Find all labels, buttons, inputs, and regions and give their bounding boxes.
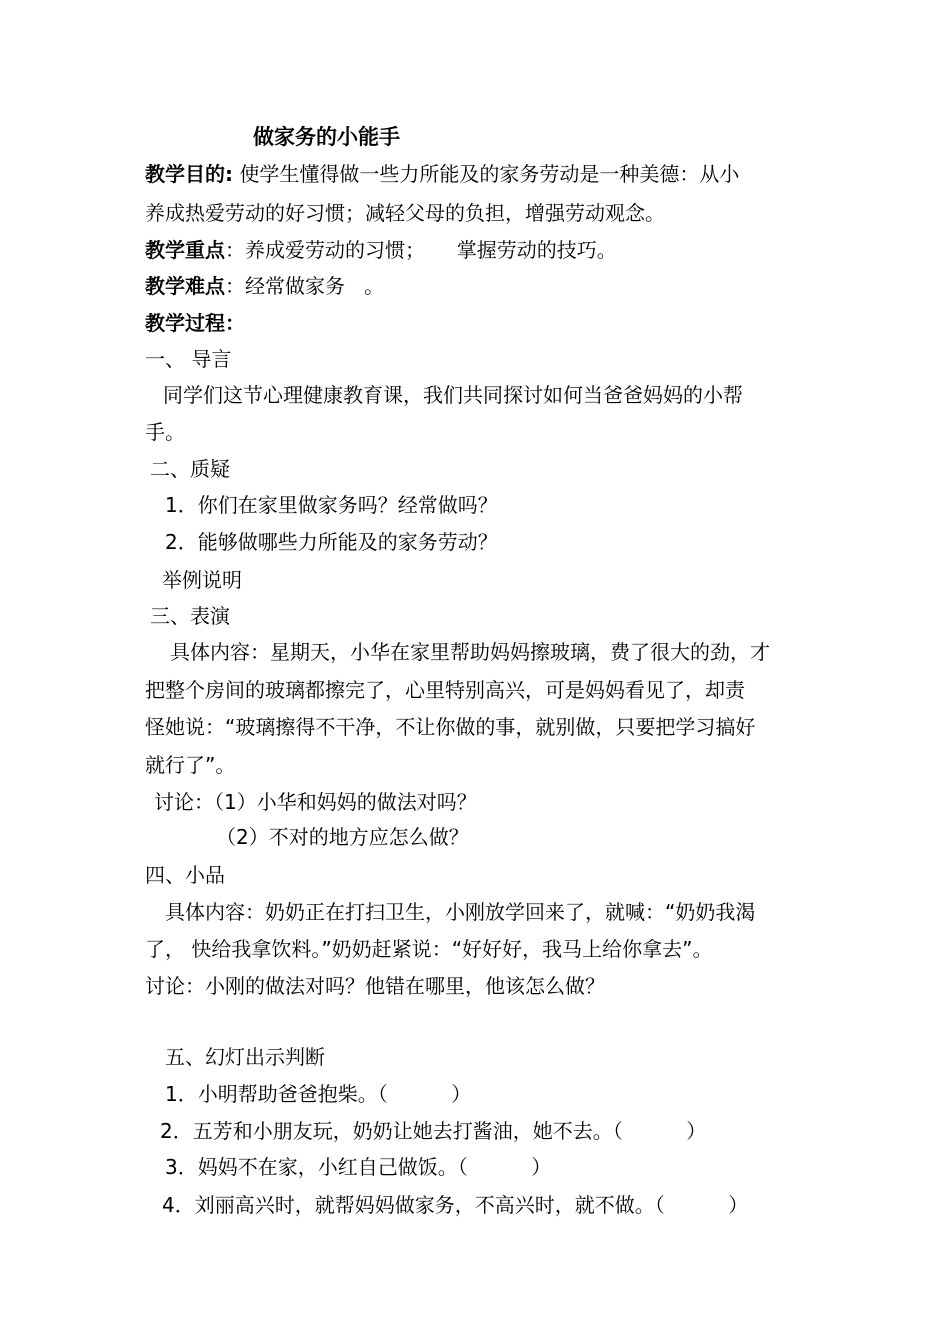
section-2-question-1: 1．你们在家里做家务吗？经常做吗？ [165,493,498,517]
section-3-line-4: 就行了”。 [145,753,236,777]
section-1-line-2: 手。 [145,420,185,444]
section-4-heading: 四、小品 [145,863,225,887]
section-4-line-2: 了， 快给我拿饮料。”奶奶赶紧说：“好好好，我马上给你拿去”。 [145,937,713,961]
section-3-line-3: 怪她说：“玻璃擦得不干净，不让你做的事，就别做，只要把学习搞好 [145,715,756,739]
section-3-discussion-2: （2）不对的地方应怎么做？ [216,825,469,849]
section-1-line-1: 同学们这节心理健康教育课，我们共同探讨如何当爸爸妈妈的小帮 [163,383,743,407]
difficulty-line [145,272,384,300]
section-5-item-4: 4．刘丽高兴时，就帮妈妈做家务，不高兴时，就不做。（ ） [162,1193,749,1217]
section-4-discussion: 讨论：小刚的做法对吗？他错在哪里，他该怎么做？ [145,974,605,998]
section-2-note: 举例说明 [162,568,242,592]
difficulty-text: ：经常做家务 。 [225,274,385,298]
objective-label: 教学目的: [145,162,233,186]
section-5-item-2: 2．五芳和小朋友玩，奶奶让她去打酱油，她不去。（ ） [160,1119,707,1143]
section-3-heading: 三、表演 [150,604,230,628]
section-5-item-3: 3．妈妈不在家，小红自己做饭。（ ） [165,1155,552,1179]
process-label: 教学过程： [145,311,245,335]
section-4-line-1: 具体内容：奶奶正在打扫卫生，小刚放学回来了，就喊：“奶奶我渴 [165,900,756,924]
section-2-question-2: 2．能够做哪些力所能及的家务劳动？ [165,530,498,554]
objective-line-2: 养成热爱劳动的好习惯；减轻父母的负担，增强劳动观念。 [145,201,665,225]
document-title: 做家务的小能手 [253,125,400,149]
section-2-heading: 二、质疑 [150,457,230,481]
objective-text-1: 使学生懂得做一些力所能及的家务劳动是一种美德：从小 [233,162,740,186]
focus-text: ：养成爱劳动的习惯； 掌握劳动的技巧。 [225,238,617,262]
section-3-line-1: 具体内容：星期天，小华在家里帮助妈妈擦玻璃，费了很大的劲，才 [170,640,770,664]
focus-line [145,236,617,264]
objective-line-1 [145,160,739,188]
section-5-heading: 五、幻灯出示判断 [165,1045,325,1069]
focus-label: 教学重点 [145,238,225,262]
section-1-heading: 一、 导言 [145,347,232,371]
section-5-item-1: 1．小明帮助爸爸抱柴。（ ） [165,1082,472,1106]
section-3-discussion-1: 讨论：（1）小华和妈妈的做法对吗？ [154,790,477,814]
difficulty-label: 教学难点 [145,274,225,298]
section-3-line-2: 把整个房间的玻璃都擦完了，心里特别高兴，可是妈妈看见了，却责 [145,678,745,702]
